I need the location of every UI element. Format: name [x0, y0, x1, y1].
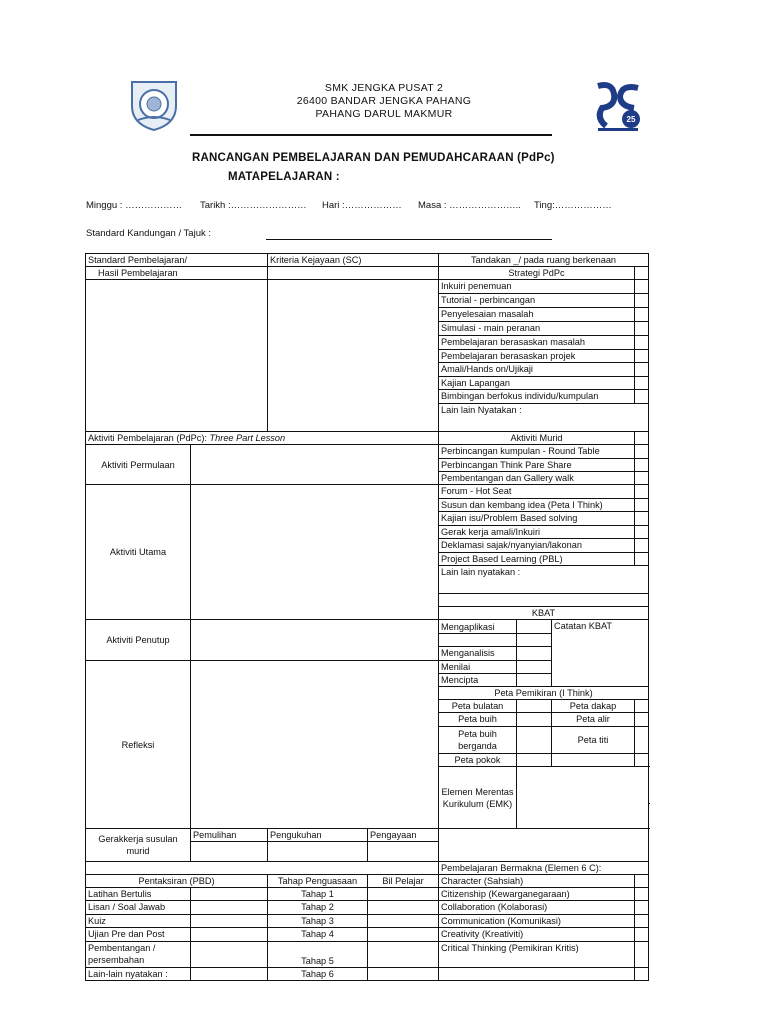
- murid-item: Susun dan kembang idea (Peta I Think): [439, 499, 635, 512]
- refleksi-cell[interactable]: [191, 661, 439, 829]
- murid-checkbox[interactable]: [635, 472, 649, 485]
- murid-checkbox[interactable]: [635, 459, 649, 472]
- aktiviti-header: Aktiviti Pembelajaran (PdPc): Three Part Lesson: [86, 432, 439, 445]
- elemen-checkbox[interactable]: [635, 875, 649, 888]
- murid-checkbox[interactable]: [635, 485, 649, 499]
- school-address-1: 26400 BANDAR JENGKA PAHANG: [296, 95, 472, 107]
- peta-item: Peta buih: [439, 713, 517, 727]
- aktiviti-permulaan-label: Aktiviti Permulaan: [86, 445, 191, 485]
- subject-label: MATAPELAJARAN :: [228, 171, 340, 183]
- tahap-item: Tahap 4: [268, 928, 368, 942]
- kbat-item: Menilai: [439, 661, 517, 674]
- strategi-item-lain[interactable]: Lain lain Nyatakan :: [439, 404, 649, 432]
- elemen-checkbox[interactable]: [635, 888, 649, 901]
- school-name: SMK JENGKA PUSAT 2: [324, 82, 444, 94]
- bil-cell[interactable]: [368, 928, 439, 942]
- peta-item: Peta alir: [552, 713, 635, 727]
- bil-cell[interactable]: [368, 901, 439, 915]
- pbd-item: Latihan Bertulis: [86, 888, 191, 901]
- sc-content-cell[interactable]: [268, 280, 439, 432]
- murid-item: Deklamasi sajak/nyanyian/lakonan: [439, 539, 635, 553]
- strategi-checkbox[interactable]: [635, 363, 649, 377]
- sc-header: Kriteria Kejayaan (SC): [268, 254, 439, 267]
- murid-checkbox[interactable]: [635, 445, 649, 459]
- standard-kandungan-label: Standard Kandungan / Tajuk :: [86, 228, 212, 239]
- strategi-checkbox[interactable]: [635, 322, 649, 336]
- bil-cell[interactable]: [368, 915, 439, 928]
- bil-pelajar-header: Bil Pelajar: [368, 875, 439, 888]
- strategi-item: Pembelajaran berasaskan projek: [439, 350, 635, 363]
- strategi-item: Penyelesaian masalah: [439, 308, 635, 322]
- pbd-item: Pembentangan / persembahan: [86, 942, 191, 968]
- kbat-checkbox[interactable]: [517, 620, 552, 634]
- elemen-6c-item: Communication (Komunikasi): [439, 915, 635, 928]
- murid-item: Perbincangan kumpulan - Round Table: [439, 445, 635, 459]
- bil-cell[interactable]: [368, 942, 439, 968]
- emk-label: Elemen Merentas Kurikulum (EMK): [439, 767, 517, 829]
- aktiviti-utama-cell[interactable]: [191, 485, 439, 620]
- kbat-item: Mengaplikasi: [439, 620, 517, 634]
- pengukuhan-header: Pengukuhan: [268, 829, 368, 842]
- elemen-6c-item: Citizenship (Kewarganegaraan): [439, 888, 635, 901]
- strategi-item: Tutorial - perbincangan: [439, 294, 635, 308]
- gerakkerja-label: Gerakkerja susulan murid: [86, 829, 191, 862]
- pbd-item: Ujian Pre dan Post: [86, 928, 191, 942]
- hari-field[interactable]: Hari :………………: [322, 200, 402, 211]
- strategi-checkbox[interactable]: [635, 336, 649, 350]
- peta-item: Peta dakap: [552, 700, 635, 713]
- pbd-item: Kuiz: [86, 915, 191, 928]
- catatan-kbat[interactable]: Catatan KBAT: [552, 620, 649, 687]
- pbd-checkbox[interactable]: [191, 942, 268, 968]
- strategi-item: Kajian Lapangan: [439, 377, 635, 390]
- bil-cell[interactable]: [368, 968, 439, 981]
- kbat-header: KBAT: [439, 607, 649, 620]
- tahap-header: Tahap Penguasaan: [268, 875, 368, 888]
- tandakan-header: Tandakan _/ pada ruang berkenaan: [439, 254, 649, 267]
- peta-item: Peta buih berganda: [439, 727, 517, 754]
- strategi-checkbox[interactable]: [635, 350, 649, 363]
- elemen-6c-item: Critical Thinking (Pemikiran Kritis): [439, 942, 635, 968]
- tahap-item: Tahap 3: [268, 915, 368, 928]
- murid-checkbox[interactable]: [635, 499, 649, 512]
- kbat-item: Menganalisis: [439, 647, 517, 661]
- murid-item: Project Based Learning (PBL): [439, 553, 635, 566]
- strategi-item: Inkuiri penemuan: [439, 280, 635, 294]
- aktiviti-murid-header: Aktiviti Murid: [439, 432, 635, 445]
- elemen-6c-item: Character (Sahsiah): [439, 875, 635, 888]
- aktiviti-utama-label: Aktiviti Utama: [86, 485, 191, 620]
- sp-header-2: Hasil Pembelajaran: [86, 267, 268, 280]
- murid-item: Forum - Hot Seat: [439, 485, 635, 499]
- kbat-item: Mencipta: [439, 674, 517, 687]
- tarikh-field[interactable]: Tarikh :……………………: [200, 200, 307, 211]
- peta-header: Peta Pemikiran (I Think): [439, 687, 649, 700]
- peta-checkbox[interactable]: [517, 727, 552, 754]
- refleksi-label: Refleksi: [86, 661, 191, 829]
- sp-header: Standard Pembelajaran/: [86, 254, 268, 267]
- document-title: RANCANGAN PEMBELAJARAN DAN PEMUDAHCARAAN (PdPc): [192, 152, 555, 164]
- peta-checkbox[interactable]: [635, 700, 649, 713]
- strategi-checkbox[interactable]: [635, 308, 649, 322]
- minggu-field[interactable]: Minggu : ………………: [86, 200, 183, 211]
- peta-checkbox[interactable]: [635, 713, 649, 727]
- kbat-checkbox[interactable]: [517, 647, 552, 661]
- tahap-item: Tahap 2: [268, 901, 368, 915]
- pbd-checkbox[interactable]: [191, 901, 268, 915]
- pengayaan-header: Pengayaan: [368, 829, 439, 842]
- elemen-6c-item: Collaboration (Kolaborasi): [439, 901, 635, 915]
- murid-checkbox[interactable]: [635, 526, 649, 539]
- strategi-item: Amali/Hands on/Ujikaji: [439, 363, 635, 377]
- peta-item: Peta pokok: [439, 754, 517, 767]
- pentaksiran-header: Pentaksiran (PBD): [86, 875, 268, 888]
- tahap-item: Tahap 6: [268, 968, 368, 981]
- ting-field[interactable]: Ting:………………: [534, 200, 612, 211]
- aktiviti-penutup-label: Aktiviti Penutup: [86, 620, 191, 661]
- school-address-2: PAHANG DARUL MAKMUR: [315, 108, 453, 120]
- elemen-checkbox[interactable]: [635, 928, 649, 942]
- peta-item: Peta bulatan: [439, 700, 517, 713]
- kbat-checkbox[interactable]: [517, 661, 552, 674]
- murid-item: Kajian isu/Problem Based solving: [439, 512, 635, 526]
- aktiviti-permulaan-cell[interactable]: [191, 445, 439, 485]
- pbd-checkbox[interactable]: [191, 915, 268, 928]
- peta-item: Peta titi: [552, 727, 635, 754]
- elemen-checkbox[interactable]: [635, 901, 649, 915]
- elemen-checkbox[interactable]: [635, 942, 649, 968]
- strategi-item: Pembelajaran berasaskan masalah: [439, 336, 635, 350]
- bil-cell[interactable]: [368, 888, 439, 901]
- strategi-checkbox[interactable]: [635, 280, 649, 294]
- strategi-item: Bimbingan berfokus individu/kumpulan: [439, 390, 635, 404]
- pbd-item: Lisan / Soal Jawab: [86, 901, 191, 915]
- murid-item: Perbincangan Think Pare Share: [439, 459, 635, 472]
- pbd-item: Lain-lain nyatakan :: [86, 968, 191, 981]
- elemen-checkbox[interactable]: [635, 915, 649, 928]
- emk-cell[interactable]: [517, 767, 649, 829]
- pemulihan-cell[interactable]: [191, 842, 268, 862]
- peta-checkbox[interactable]: [635, 727, 649, 754]
- tahap-item: Tahap 1: [268, 888, 368, 901]
- strategi-checkbox[interactable]: [635, 390, 649, 404]
- masa-field[interactable]: Masa : …………………..: [418, 200, 521, 211]
- standard-kandungan-line[interactable]: [266, 239, 552, 240]
- sp-content-cell[interactable]: [86, 280, 268, 432]
- pbd-checkbox[interactable]: [191, 968, 268, 981]
- murid-checkbox[interactable]: [635, 512, 649, 526]
- strategi-item: Simulasi - main peranan: [439, 322, 635, 336]
- header-divider: [190, 134, 552, 136]
- peta-checkbox[interactable]: [517, 700, 552, 713]
- murid-checkbox[interactable]: [635, 553, 649, 566]
- murid-item-lain[interactable]: Lain lain nyatakan :: [439, 566, 649, 594]
- peta-checkbox[interactable]: [517, 754, 552, 767]
- murid-item: Pembentangan dan Gallery walk: [439, 472, 635, 485]
- murid-item: Gerak kerja amali/Inkuiri: [439, 526, 635, 539]
- murid-checkbox[interactable]: [635, 539, 649, 553]
- strategi-checkbox[interactable]: [635, 377, 649, 390]
- pbd-checkbox[interactable]: [191, 888, 268, 901]
- logo-25-text: 25: [626, 115, 636, 124]
- pengukuhan-cell[interactable]: [268, 842, 368, 862]
- pbd-checkbox[interactable]: [191, 928, 268, 942]
- tahap-item: Tahap 5: [268, 942, 368, 968]
- strategi-header: Strategi PdPc: [439, 267, 635, 280]
- kbat-checkbox[interactable]: [517, 674, 552, 687]
- pembelajaran-bermakna-header: Pembelajaran Bermakna (Elemen 6 C):: [439, 862, 649, 875]
- elemen-6c-item: Creativity (Kreativiti): [439, 928, 635, 942]
- pemulihan-header: Pemulihan: [191, 829, 268, 842]
- strategi-checkbox[interactable]: [635, 294, 649, 308]
- peta-checkbox[interactable]: [517, 713, 552, 727]
- aktiviti-penutup-cell[interactable]: [191, 620, 439, 661]
- pdpc-table: [85, 253, 649, 981]
- pengayaan-cell[interactable]: [368, 842, 439, 862]
